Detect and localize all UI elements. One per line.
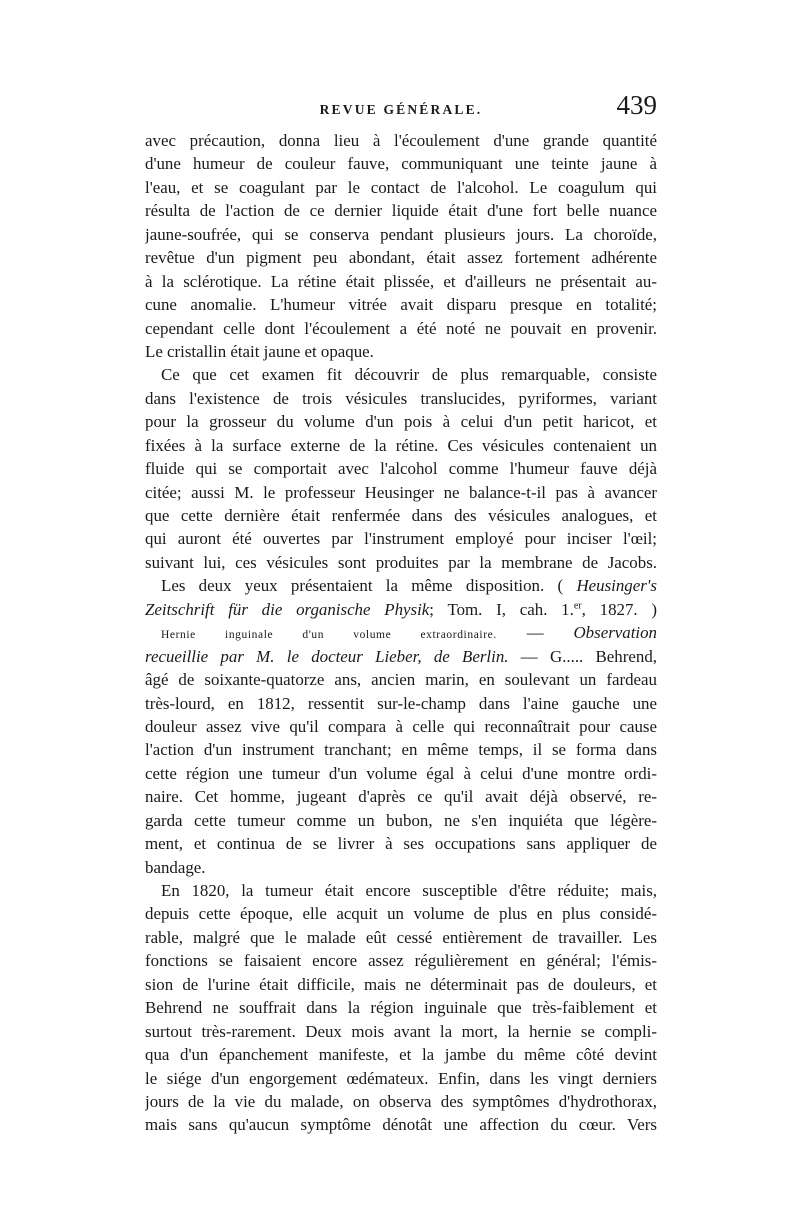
text-line [145, 598, 657, 621]
observation-title: Observation [573, 623, 657, 643]
text-line: âgé de soixante-quatorze ans, ancien marin, en soulevant un fardeau [145, 670, 657, 690]
text-line: Behrend ne souffrait dans la région inguinale que très-faiblement et [145, 998, 657, 1018]
text-line: l'eau, et se coagulant par le contact de l'alcohol. Le coagulum qui [145, 177, 657, 197]
text-run: Les deux yeux présentaient la même disposition. ( [161, 576, 564, 596]
page-number: 439 [616, 90, 657, 120]
text-run: , 1827. ) [581, 599, 657, 619]
text-line: rable, malgré que le malade eût cessé entièrement de travailler. Les [145, 927, 657, 947]
text-line: avec précaution, donna lieu à l'écoulement d'une grande quantité [145, 131, 657, 150]
text-line: mais sans qu'aucun symptôme dénotât une affection du cœur. Vers [145, 1115, 657, 1135]
text-line: naire. Cet homme, jugeant d'après ce qu'il avait déjà observé, re- [145, 787, 657, 807]
superscript: er [573, 600, 582, 612]
text-line: garda cette tumeur comme un bubon, ne s'en inquiéta que légère- [145, 810, 657, 830]
journal-name: Heusinger's [576, 576, 657, 596]
text-line: jaune-soufrée, qui se conserva pendant plusieurs jours. La choroïde, [145, 224, 657, 244]
text-line [145, 574, 657, 597]
text-line: depuis cette époque, elle acquit un volume de plus en plus considé- [145, 904, 657, 924]
text-line: douleur assez vive qu'il compara à celle qui reconnaîtrait pour cause [145, 716, 657, 736]
text-line: Ce que cet examen fit découvrir de plus remarquable, consiste [161, 365, 657, 385]
text-line: ment, et continua de se livrer à ses occupations sans appliquer de [145, 834, 657, 854]
text-run: — G..... Behrend, [508, 646, 657, 666]
text-line: qui auront été ouvertes par l'instrument employé pour inciser l'œil; [145, 529, 657, 549]
text-line: très-lourd, en 1812, ressentit sur-le-champ dans l'aine gauche une [145, 693, 657, 713]
text-run: — [496, 623, 574, 643]
text-line: d'une humeur de couleur fauve, communiquant une teinte jaune à [145, 154, 657, 174]
running-head [145, 90, 657, 124]
text-line: fluide qui se comportait avec l'alcohol comme l'humeur fauve déjà [145, 459, 657, 479]
text-line: le siége d'un engorgement œdémateux. Enfin, dans les vingt derniers [145, 1068, 657, 1088]
text-line: résulta de l'action de ce dernier liquide était d'une fort belle nuance [145, 201, 657, 221]
text-line: dans l'existence de trois vésicules translucides, pyriformes, variant [145, 388, 657, 408]
running-title: REVUE GÉNÉRALE. [319, 102, 483, 117]
body-text [145, 129, 657, 1137]
text-line: à la sclérotique. La rétine était plissée, et d'ailleurs ne présentait au- [145, 271, 657, 291]
text-line [145, 621, 657, 644]
text-line: citée; aussi M. le professeur Heusinger ne balance-t-il pas à avancer [145, 482, 657, 502]
text-line: surtout très-rarement. Deux mois avant la mort, la hernie se compli- [145, 1021, 657, 1041]
text-line: cune anomalie. L'humeur vitrée avait disparu presque en totalité; [145, 295, 657, 315]
text-run: ; Tom. I, cah. 1. [429, 599, 574, 619]
text-line: Le cristallin était jaune et opaque. [145, 341, 374, 361]
text-line: fonctions se faisaient encore assez régulièrement en général; l'émis- [145, 951, 657, 971]
text-line: cependant celle dont l'écoulement a été noté ne pouvait en provenir. [145, 318, 657, 338]
text-line: En 1820, la tumeur était encore susceptible d'être réduite; mais, [161, 881, 657, 900]
text-line: fixées à la surface externe de la rétine. Ces vésicules contenaient un [145, 435, 657, 455]
text-line [145, 645, 657, 668]
text-line: pour la grosseur du volume d'un pois à celui d'un petit haricot, et [145, 412, 657, 432]
observation-title: recueillie par M. le docteur Lieber, de Berlin. [145, 646, 509, 666]
text-line: sion de l'urine était difficile, mais ne déterminait pas de douleurs, et [145, 974, 657, 994]
journal-name: Zeitschrift für die organische Physik [145, 599, 430, 619]
text-line: suivant lui, ces vésicules sont produites par la membrane de Jacobs. [145, 552, 657, 572]
text-line: cette région une tumeur d'un volume égal à celui d'une montre ordi- [145, 763, 657, 783]
text-line: que cette dernière était renfermée dans des vésicules analogues, et [145, 506, 657, 525]
text-line: bandage. [145, 857, 206, 877]
text-line: l'action d'un instrument tranchant; en même temps, il se forma dans [145, 740, 657, 760]
text-line: jours de la vie du malade, on observa des symptômes d'hydrothorax, [145, 1091, 657, 1111]
text-line: revêtue d'un pigment peu abondant, était assez fortement adhérente [145, 248, 657, 268]
text-line: qua d'un épanchement manifeste, et la jambe du même côté devint [145, 1045, 657, 1065]
section-heading: Hernie inguinale d'un volume extraordinaire. [161, 629, 497, 642]
